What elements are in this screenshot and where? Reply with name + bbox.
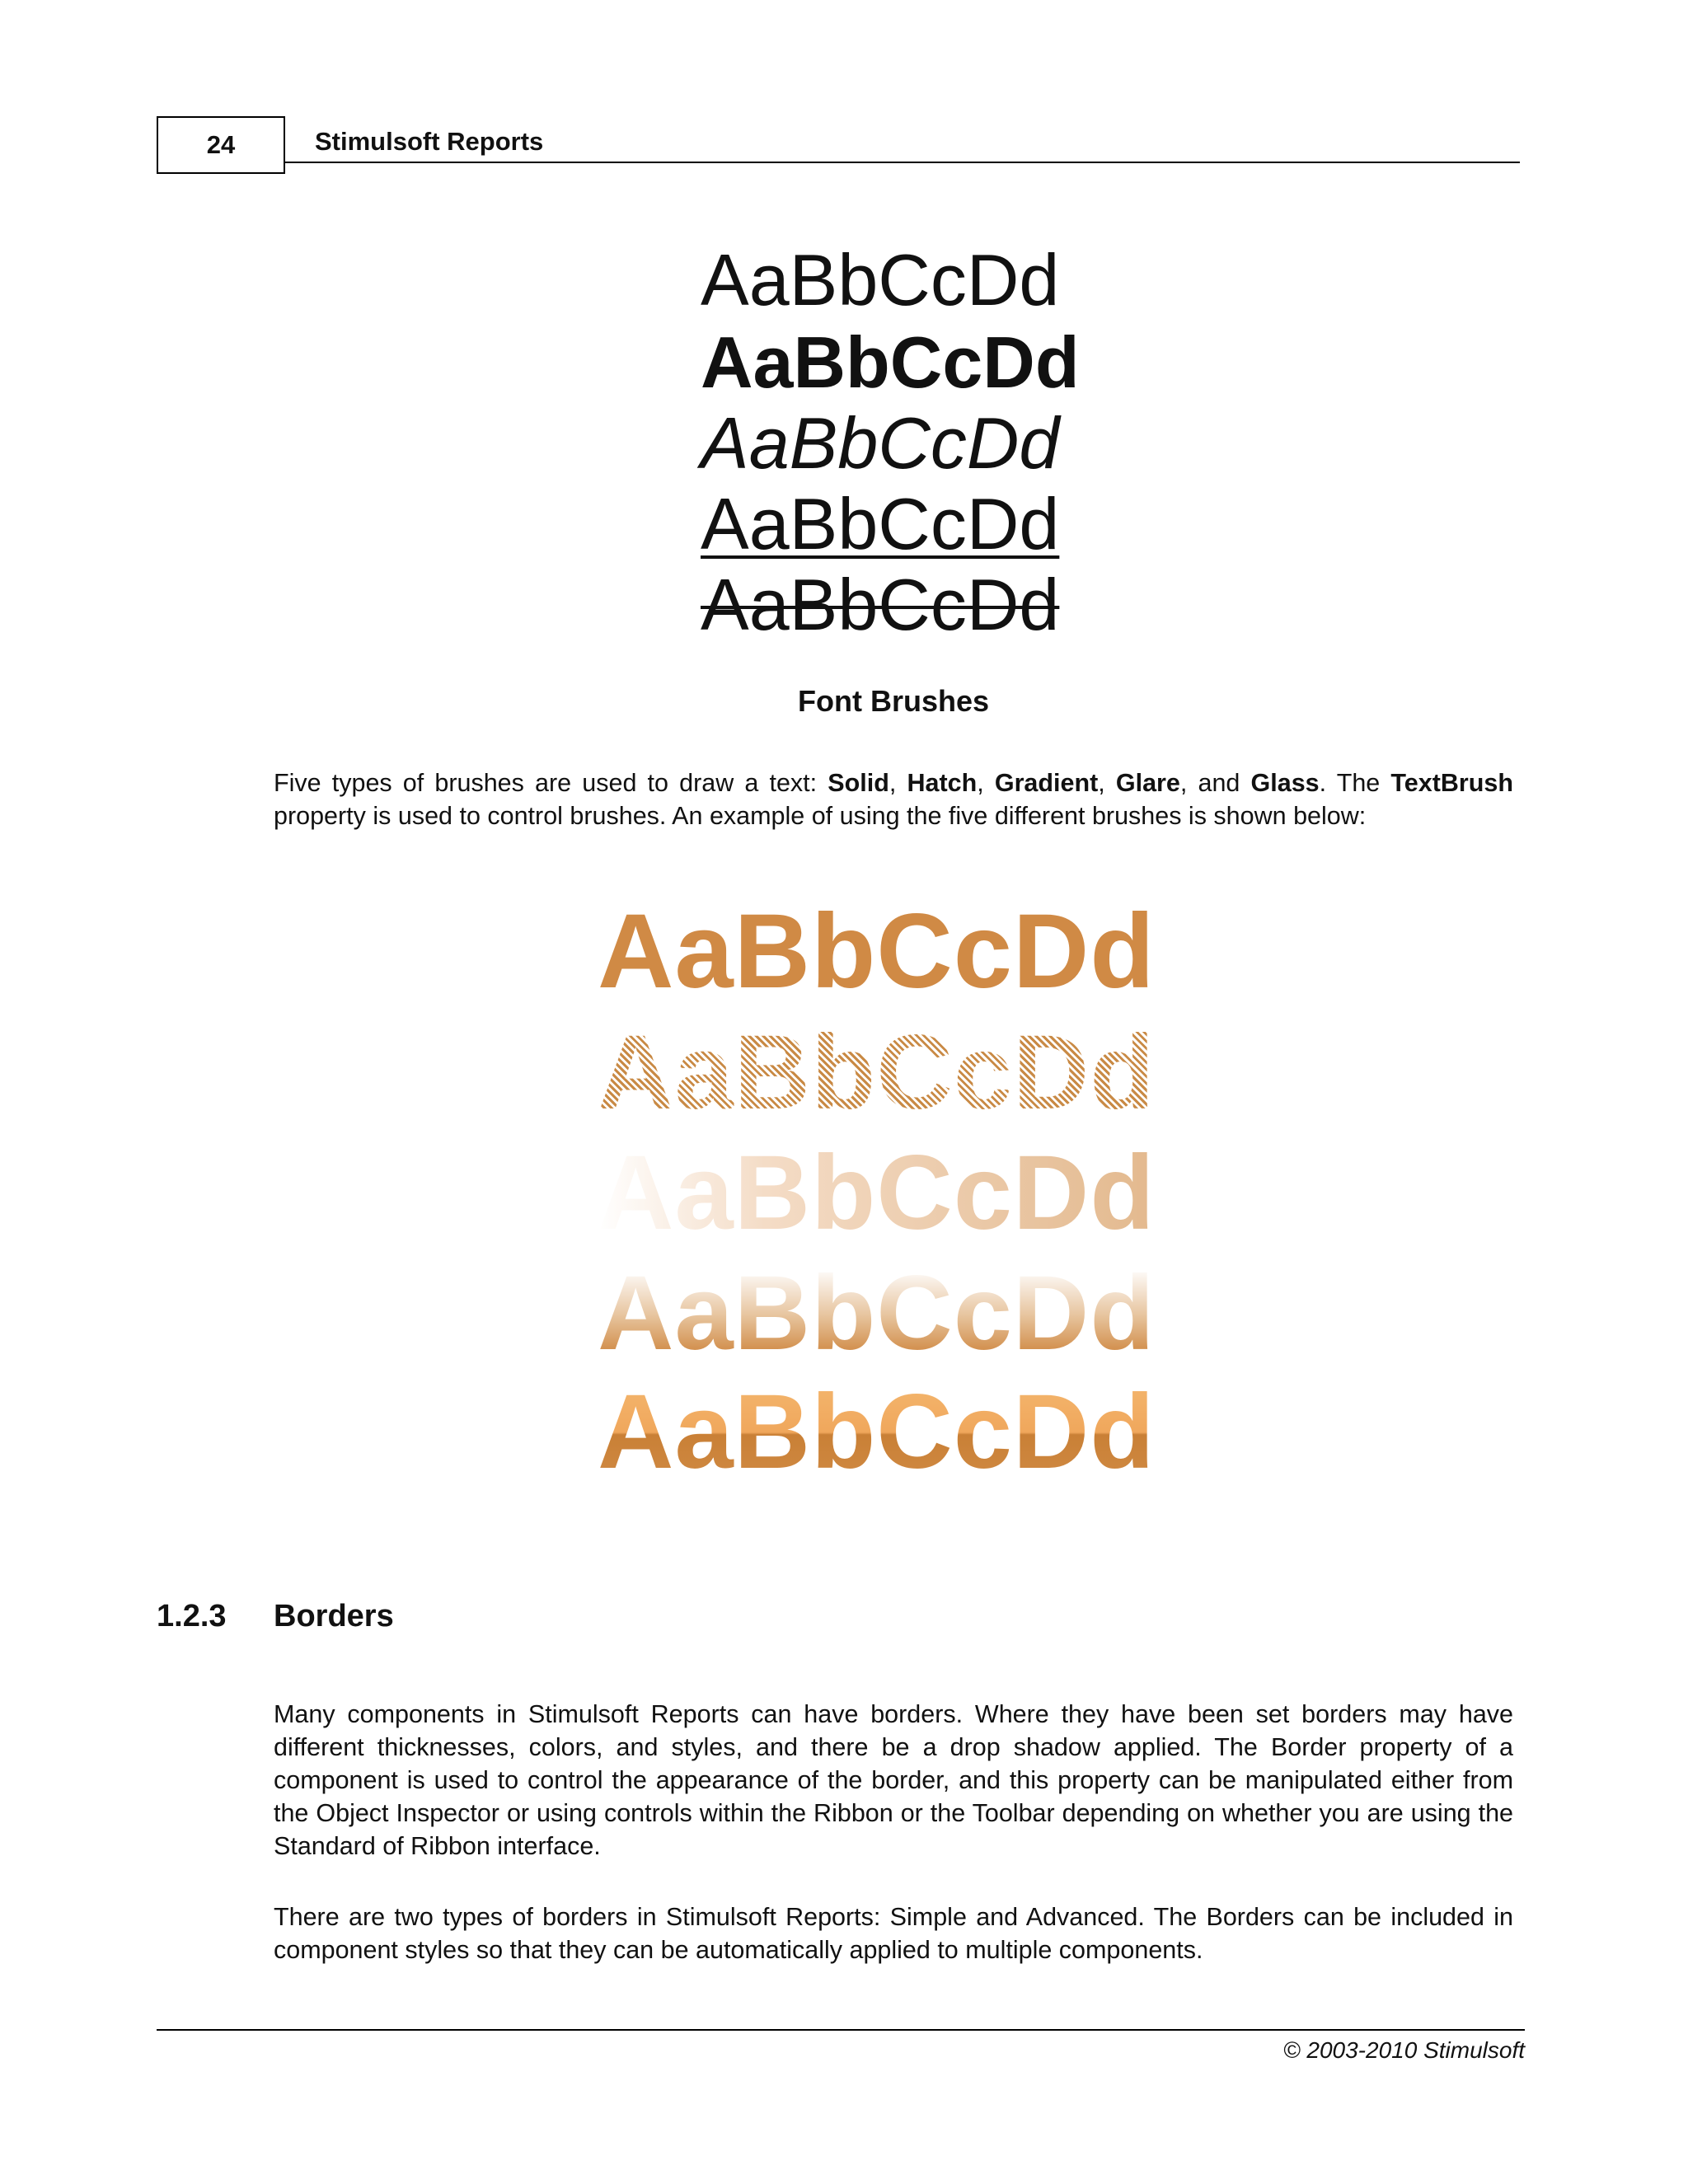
page-number: 24 <box>206 130 236 159</box>
header-rule <box>285 162 1520 163</box>
term-glass: Glass <box>1250 769 1320 797</box>
intro-text: Five types of brushes are used to draw a text: <box>274 769 828 797</box>
intro-paragraph <box>274 766 1513 832</box>
separator: , <box>977 769 995 797</box>
term-hatch: Hatch <box>907 769 978 797</box>
brush-sample-gradient: AaBbCcDd <box>598 1134 1156 1252</box>
footer-copyright: © 2003-2010 Stimulsoft <box>1282 2037 1525 2063</box>
separator: , <box>889 769 907 797</box>
intro-text: . The <box>1319 769 1391 797</box>
font-sample-underline: AaBbCcDd <box>701 483 1060 565</box>
font-sample-bold: AaBbCcDd <box>701 321 1080 403</box>
term-solid: Solid <box>828 769 889 797</box>
page-number-box <box>157 116 285 174</box>
font-sample-regular: AaBbCcDd <box>701 239 1060 321</box>
borders-paragraph: Many components in Stimulsoft Reports can have borders. Where they have been set borders may have different thicknesses, colors, and styles, and there be a drop shadow applied. The Border property of a component is used to control the appearance of the border, and this property can be manipulated either from the Object Inspector or using controls within the Ribbon or the Toolbar depending on whether you are using the Standard of Ribbon interface. <box>274 1700 1513 1860</box>
font-sample-italic: AaBbCcDd <box>701 402 1060 484</box>
term-gradient: Gradient <box>994 769 1099 797</box>
intro-text: property is used to control brushes. An example of using the five different brushes is shown below: <box>274 802 1367 830</box>
term-glare: Glare <box>1115 769 1180 797</box>
separator: , <box>1098 769 1116 797</box>
brush-sample-glare: AaBbCcDd <box>598 1254 1156 1372</box>
brush-sample-solid: AaBbCcDd <box>598 893 1156 1010</box>
border-types-paragraph: There are two types of borders in Stimulsoft Reports: Simple and Advanced. The Borders can be included in component styles so that they can be automatically applied to multiple components. <box>274 1903 1513 1964</box>
section-number: 1.2.3 <box>157 1599 227 1633</box>
brush-sample-hatch: AaBbCcDd <box>598 1014 1156 1132</box>
header-title: Stimulsoft Reports <box>315 127 544 156</box>
term-textbrush: TextBrush <box>1390 769 1513 797</box>
figure-caption: Font Brushes <box>797 684 989 718</box>
font-sample-strikeout: AaBbCcDd <box>701 564 1060 645</box>
footer-rule <box>157 2029 1525 2031</box>
separator: , and <box>1179 769 1251 797</box>
brush-sample-glass: AaBbCcDd <box>598 1373 1156 1491</box>
section-title: Borders <box>274 1599 394 1633</box>
